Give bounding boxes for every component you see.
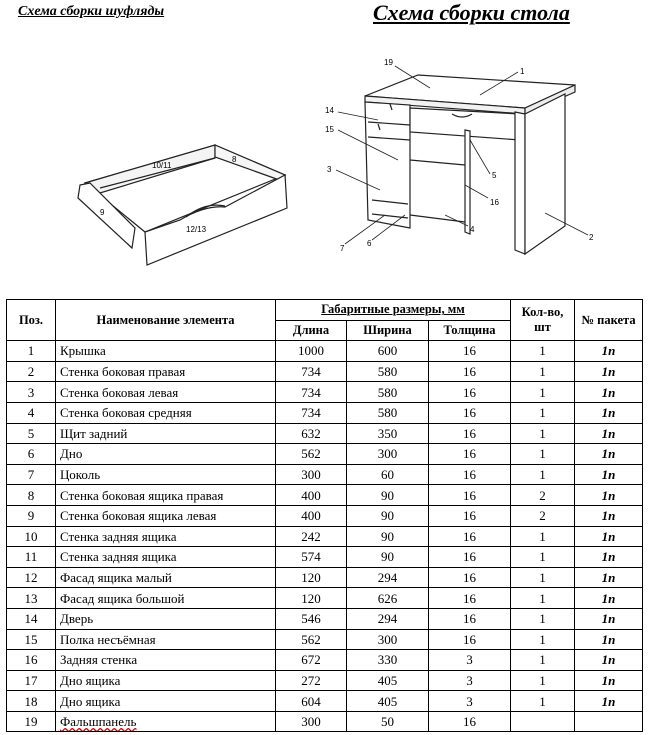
cell-width: 626 [347,588,429,609]
cell-pos: 14 [7,608,56,629]
cell-thickness: 16 [429,505,511,526]
cell-pos: 5 [7,423,56,444]
header-width: Ширина [347,320,429,341]
cell-thickness: 16 [429,485,511,506]
cell-width: 405 [347,691,429,712]
table-row [7,547,643,568]
cell-pack: 1п [575,567,643,588]
cell-width: 90 [347,526,429,547]
cell-width: 300 [347,629,429,650]
cell-pos: 8 [7,485,56,506]
desk-label-1: 1 [520,67,525,76]
cell-width: 600 [347,341,429,362]
cell-thickness: 16 [429,526,511,547]
cell-pack: 1п [575,526,643,547]
desk-label-7: 7 [340,244,345,253]
cell-thickness: 16 [429,608,511,629]
cell-pack: 1п [575,608,643,629]
cell-width: 405 [347,670,429,691]
cell-thickness: 16 [429,464,511,485]
desk-label-4: 4 [470,225,475,234]
cell-qty: 1 [511,402,575,423]
desk-label-15: 15 [325,125,334,134]
desk-label-14: 14 [325,106,334,115]
cell-qty: 1 [511,444,575,465]
header-thickness: Толщина [429,320,511,341]
cell-qty: 1 [511,650,575,671]
cell-name: Дно ящика [56,670,276,691]
cell-pack: 1п [575,650,643,671]
cell-pack: 1п [575,361,643,382]
cell-name: Стенка боковая ящика левая [56,505,276,526]
cell-width: 90 [347,485,429,506]
cell-pack: 1п [575,505,643,526]
cell-name: Фасад ящика малый [56,567,276,588]
table-row [7,485,643,506]
header-dimensions-label: Габаритные размеры, мм [321,302,465,317]
cell-thickness: 16 [429,361,511,382]
cell-name: Щит задний [56,423,276,444]
cell-width: 580 [347,382,429,403]
cell-qty: 1 [511,629,575,650]
cell-width: 294 [347,608,429,629]
drawer-label-10-11: 10/11 [152,161,172,170]
table-row [7,361,643,382]
cell-length: 120 [276,588,347,609]
cell-length: 734 [276,361,347,382]
header-dimensions [276,300,511,321]
table-row [7,423,643,444]
cell-length: 546 [276,608,347,629]
cell-width: 294 [347,567,429,588]
table-row [7,711,643,732]
cell-qty: 1 [511,464,575,485]
cell-length: 272 [276,670,347,691]
cell-pos: 7 [7,464,56,485]
cell-width: 580 [347,402,429,423]
cell-pos: 18 [7,691,56,712]
table-row [7,670,643,691]
cell-length: 672 [276,650,347,671]
cell-width: 580 [347,361,429,382]
cell-pack: 1п [575,341,643,362]
desk-label-2: 2 [589,233,594,242]
cell-pos: 16 [7,650,56,671]
cell-qty: 2 [511,485,575,506]
desk-label-3: 3 [327,165,332,174]
cell-qty: 1 [511,691,575,712]
table-row [7,608,643,629]
table-row [7,444,643,465]
table-row [7,505,643,526]
drawer-label-12-13: 12/13 [186,225,207,234]
cell-name: Стенка задняя ящика [56,547,276,568]
cell-qty: 1 [511,547,575,568]
table-row [7,588,643,609]
drawer-label-8: 8 [232,155,237,164]
cell-pos: 1 [7,341,56,362]
table-row [7,402,643,423]
header-name: Наименование элемента [56,300,276,341]
desk-label-6: 6 [367,239,372,248]
cell-name: Стенка боковая ящика правая [56,485,276,506]
cell-thickness: 3 [429,670,511,691]
header-pos: Поз. [7,300,56,341]
cell-thickness: 3 [429,691,511,712]
table-row [7,691,643,712]
cell-pack: 1п [575,423,643,444]
cell-length: 604 [276,691,347,712]
table-row [7,567,643,588]
cell-width: 90 [347,547,429,568]
cell-length: 574 [276,547,347,568]
cell-qty: 1 [511,608,575,629]
cell-pos: 6 [7,444,56,465]
cell-thickness: 3 [429,650,511,671]
cell-qty: 1 [511,361,575,382]
desk-label-5: 5 [492,171,497,180]
cell-length: 400 [276,485,347,506]
cell-pos: 10 [7,526,56,547]
cell-pos: 4 [7,402,56,423]
cell-width: 60 [347,464,429,485]
cell-name: Крышка [56,341,276,362]
cell-name: Цоколь [56,464,276,485]
cell-thickness: 16 [429,588,511,609]
cell-pos: 12 [7,567,56,588]
cell-qty: 2 [511,505,575,526]
desk-label-16: 16 [490,198,499,207]
cell-length: 562 [276,629,347,650]
cell-pack: 1п [575,464,643,485]
cell-width: 50 [347,711,429,732]
cell-length: 300 [276,711,347,732]
cell-pack: 1п [575,670,643,691]
cell-name: Дно [56,444,276,465]
cell-pos: 17 [7,670,56,691]
parts-table-body [7,341,643,732]
drawer-label-9: 9 [100,208,105,217]
cell-width: 330 [347,650,429,671]
cell-pos: 13 [7,588,56,609]
cell-name: Стенка боковая средняя [56,402,276,423]
cell-length: 734 [276,402,347,423]
cell-qty [511,711,575,732]
cell-thickness: 16 [429,341,511,362]
cell-qty: 1 [511,423,575,444]
cell-pos: 3 [7,382,56,403]
table-row [7,629,643,650]
drawer-assembly-title: Схема сборки шуфляды [18,4,165,19]
parts-table-header [7,300,643,341]
cell-name: Стенка задняя ящика [56,526,276,547]
cell-thickness: 16 [429,382,511,403]
cell-pos: 11 [7,547,56,568]
cell-thickness: 16 [429,629,511,650]
cell-pack: 1п [575,444,643,465]
cell-name: Фальшпанель [56,711,276,732]
cell-pack: 1п [575,547,643,568]
cell-thickness: 16 [429,547,511,568]
cell-width: 90 [347,505,429,526]
header-length: Длина [276,320,347,341]
cell-pack [575,711,643,732]
cell-pos: 2 [7,361,56,382]
cell-length: 1000 [276,341,347,362]
cell-thickness: 16 [429,444,511,465]
cell-length: 400 [276,505,347,526]
cell-length: 632 [276,423,347,444]
cell-pack: 1п [575,485,643,506]
cell-name: Полка несъёмная [56,629,276,650]
desk-assembly-title: Схема сборки стола [373,0,570,25]
cell-thickness: 16 [429,402,511,423]
cell-length: 300 [276,464,347,485]
cell-name: Дверь [56,608,276,629]
cell-pack: 1п [575,629,643,650]
cell-length: 734 [276,382,347,403]
cell-qty: 1 [511,670,575,691]
cell-length: 120 [276,567,347,588]
cell-name: Стенка боковая левая [56,382,276,403]
cell-qty: 1 [511,567,575,588]
cell-name: Фасад ящика большой [56,588,276,609]
cell-pack: 1п [575,588,643,609]
cell-pos: 19 [7,711,56,732]
cell-qty: 1 [511,526,575,547]
cell-thickness: 16 [429,567,511,588]
cell-length: 562 [276,444,347,465]
cell-pos: 15 [7,629,56,650]
table-row [7,650,643,671]
desk-label-19: 19 [384,58,393,67]
cell-pos: 9 [7,505,56,526]
cell-pack: 1п [575,691,643,712]
cell-thickness: 16 [429,711,511,732]
table-row [7,341,643,362]
cell-thickness: 16 [429,423,511,444]
header-qty: Кол-во, шт [511,300,575,341]
cell-qty: 1 [511,382,575,403]
header-pack: № пакета [575,300,643,341]
cell-length: 242 [276,526,347,547]
cell-name: Стенка боковая правая [56,361,276,382]
cell-pack: 1п [575,402,643,423]
assembly-drawings [0,0,648,300]
parts-table [6,299,643,732]
cell-name: Дно ящика [56,691,276,712]
cell-pack: 1п [575,382,643,403]
cell-width: 300 [347,444,429,465]
table-row [7,382,643,403]
table-row [7,464,643,485]
cell-qty: 1 [511,588,575,609]
table-row [7,526,643,547]
cell-width: 350 [347,423,429,444]
cell-name: Задняя стенка [56,650,276,671]
drawer-diagram [78,145,287,265]
cell-qty: 1 [511,341,575,362]
